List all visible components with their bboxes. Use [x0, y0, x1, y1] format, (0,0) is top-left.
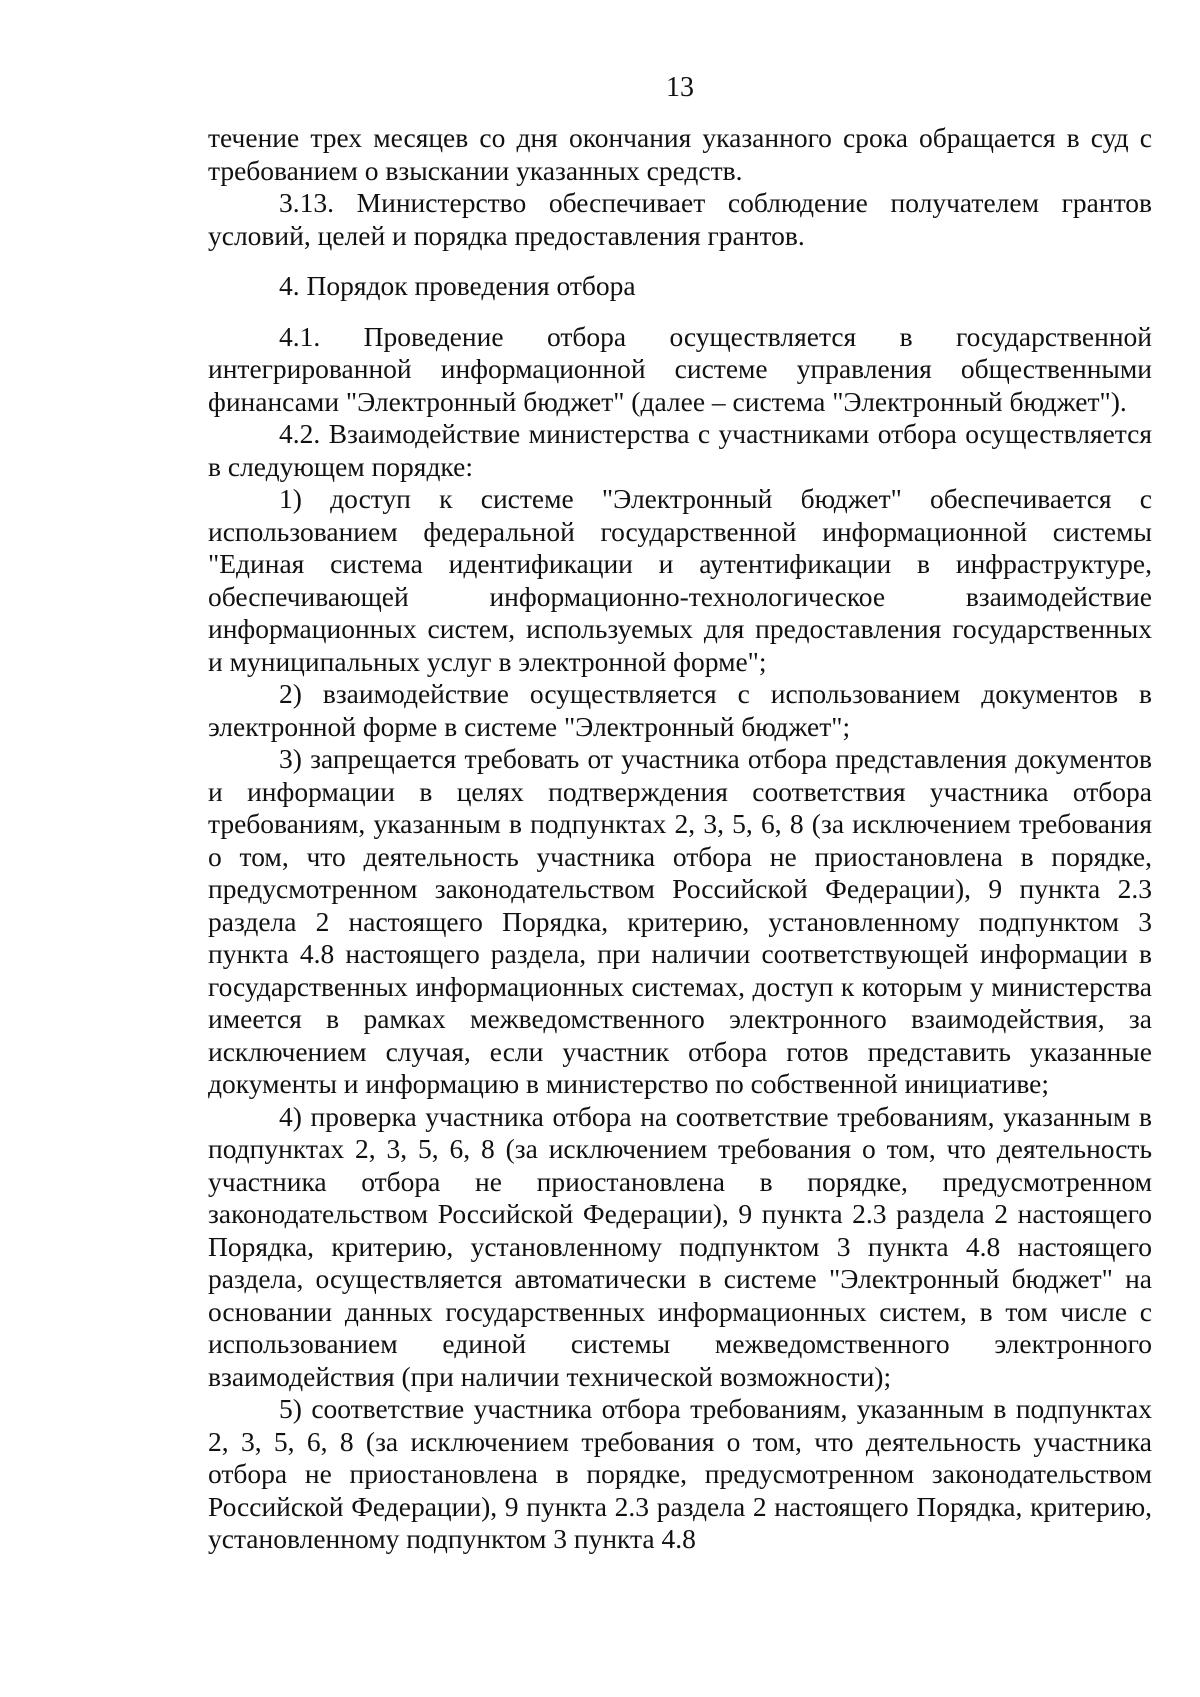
paragraph-4-2: 4.2. Взаимодействие министерства с участниками отбора осуществляется в следующем порядке:: [208, 418, 1152, 482]
list-item-5: 5) соответствие участника отбора требованиям, указанным в подпунктах 2, 3, 5, 6, 8 (за исключением требования о том, что деятельность участника отбора не приостановлена в порядке, предусмотренном законодательством Российской Федерации), 9 пункта 2.3 раздела 2 настоящего Порядка, критерию, установленному подпунктом 3 пункта 4.8: [208, 1393, 1152, 1554]
list-item-3: 3) запрещается требовать от участника отбора представления документов и информации в целях подтверждения соответствия участника отбора требованиям, указанным в подпунктах 2, 3, 5, 6, 8 (за исключением требования о том, что деятельность участника отбора не приостановлена в порядке, предусмотренном законодательством Российской Федерации), 9 пункта 2.3 раздела 2 настоящего Порядка, критерию, установленному подпунктом 3 пункта 4.8 настоящего раздела, при наличии соответствующей информации в государственных информационных системах, доступ к которым у министерства имеется в рамках межведомственного электронного взаимодействия, за исключением случая, если участник отбора готов представить указанные документы и информацию в министерство по собственной инициативе;: [208, 743, 1152, 1099]
paragraph-3-13: 3.13. Министерство обеспечивает соблюдение получателем грантов условий, целей и порядка предоставления грантов.: [208, 187, 1152, 251]
document-body: [208, 122, 1152, 1556]
section-heading: 4. Порядок проведения отбора: [279, 270, 636, 301]
page-number: 13: [666, 72, 694, 103]
list-item-4: 4) проверка участника отбора на соответствие требованиям, указанным в подпунктах 2, 3, 5, 6, 8 (за исключением требования о том, что деятельность участника отбора не приостановлена в порядке, предусмотренном законодательством Российской Федерации), 9 пункта 2.3 раздела 2 настоящего Порядка, критерию, установленному подпунктом 3 пункта 4.8 настоящего раздела, осуществляется автоматически в системе "Электронный бюджет" на основании данных государственных информационных систем, в том числе с использованием единой системы межведомственного электронного взаимодействия (при наличии технической возможности);: [208, 1100, 1152, 1392]
paragraph-4-1: 4.1. Проведение отбора осуществляется в государственной интегрированной информационной системе управления общественными финансами "Электронный бюджет" (далее – система "Электронный бюджет").: [208, 320, 1152, 417]
list-item-2: 2) взаимодействие осуществляется с использованием документов в электронной форме в системе "Электронный бюджет";: [208, 678, 1152, 742]
paragraph-continuation: течение трех месяцев со дня окончания указанного срока обращается в суд с требованием о взыскании указанных средств.: [208, 122, 1152, 186]
list-item-1: 1) доступ к системе "Электронный бюджет" обеспечивается с использованием федеральной государственной информационной системы "Единая система идентификации и аутентификации в инфраструктуре, обеспечивающей информационно-технологическое взаимодействие информационных систем, используемых для предоставления государственных и муниципальных услуг в электронной форме";: [208, 483, 1152, 677]
